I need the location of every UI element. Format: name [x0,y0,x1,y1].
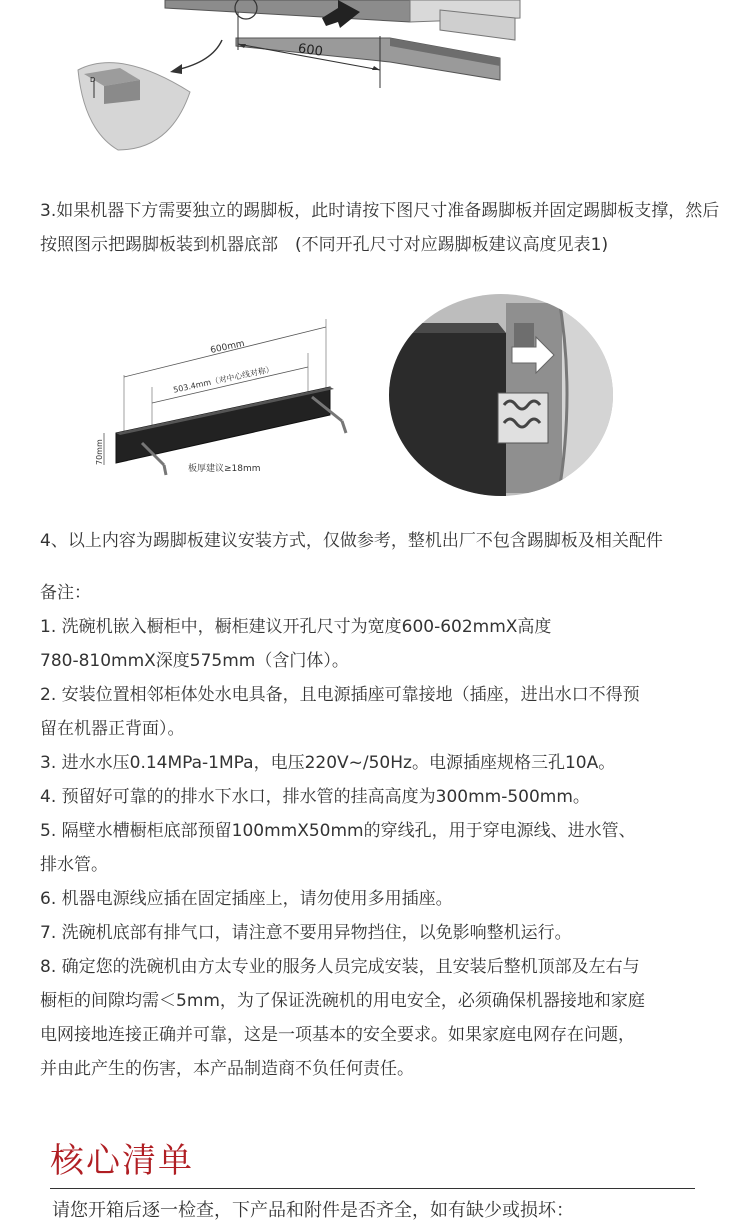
note-line: 并由此产生的伤害，本产品制造商不负任何责任。 [40,1059,414,1079]
note-line: 5. 隔壁水槽橱柜底部预留100mmX50mm的穿线孔，用于穿电源线、进水管、 [40,821,636,841]
step4-text: 4、以上内容为踢脚板建议安装方式，仅做参考，整机出厂不包含踢脚板及相关配件 [40,531,663,551]
note-line: 留在机器正背面）。 [40,719,185,739]
note-line: 3. 进水水压0.14MPa-1MPa，电压220V~/50Hz。电源插座规格三孔10A。 [40,753,616,773]
board-width-label: 600mm [209,338,246,356]
section-divider [50,1188,695,1189]
kickboard-dimension-drawing [80,315,370,490]
note-line: 排水管。 [40,855,108,875]
bracket-closeup-illustration [386,293,616,498]
note-line: 4. 预留好可靠的的排水下水口，排水管的挂高高度为300mm-500mm。 [40,787,590,807]
kickboard-top-figure [0,0,750,180]
core-list-title: 核心清单 [50,1141,194,1181]
note-line: 6. 机器电源线应插在固定插座上，请勿使用多用插座。 [40,889,453,909]
note-line: 橱柜的间隙均需＜5mm，为了保证洗碗机的用电安全，必须确保机器接地和家庭 [40,991,645,1011]
note-line: 7. 洗碗机底部有排气口，请注意不要用异物挡住，以免影响整机运行。 [40,923,572,943]
notes-title: 备注： [40,583,91,603]
note-line: 1. 洗碗机嵌入橱柜中，橱柜建议开孔尺寸为宽度600-602mmX高度 [40,617,552,637]
top-dim-label: 600 [297,41,324,60]
note-line: 电网接地连接正确并可靠，这是一项基本的安全要求。如果家庭电网存在问题， [40,1025,635,1045]
board-thickness-label: 板厚建议≥18mm [188,464,261,474]
board-center-label: 503.4mm（对中心线对称） [172,364,275,395]
step3-text: 3.如果机器下方需要独立的踢脚板，此时请按下图尺寸准备踢脚板并固定踢脚板支撑，然后按照图示把踢脚板装到机器底部 (不同开孔尺寸对应踢脚板建议高度见表1) [40,201,720,255]
note-line: 2. 安装位置相邻柜体处水电具备，且电源插座可靠接地（插座，进出水口不得预 [40,685,640,705]
board-height-label: 70mm [95,439,104,465]
core-list-intro: 请您开箱后逐一检查，下产品和附件是否齐全，如有缺少或损坏： [52,1200,574,1221]
note-line: 780-810mmX深度575mm（含门体）。 [40,651,349,671]
svg-text:D: D [90,76,96,84]
note-line: 8. 确定您的洗碗机由方太专业的服务人员完成安装，且安装后整机顶部及左右与 [40,957,640,977]
